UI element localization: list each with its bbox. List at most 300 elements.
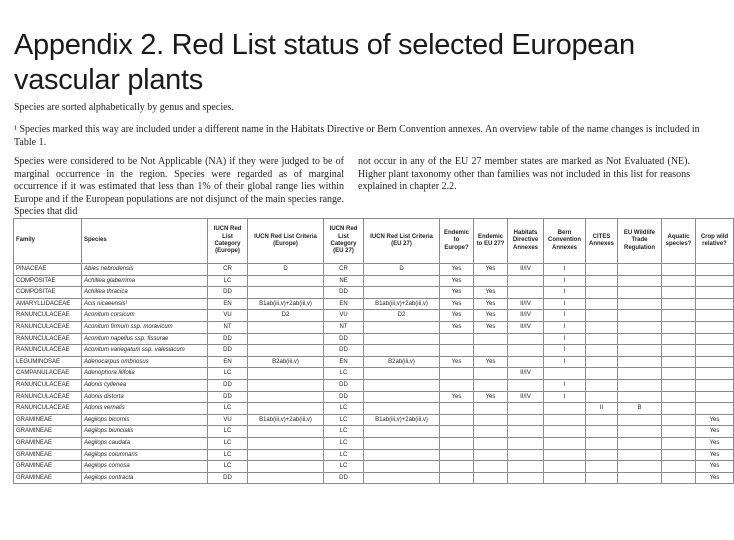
cell-species: Aconitum corsicum <box>82 310 208 322</box>
cell-iucn-category-europe: DD <box>208 391 248 403</box>
cell-habitats-directive <box>508 472 544 484</box>
column-header-cites: CITES Annexes <box>586 219 618 264</box>
cell-aquatic <box>662 391 696 403</box>
cell-iucn-category-europe: NT <box>208 321 248 333</box>
cell-cites <box>586 379 618 391</box>
table-row <box>14 264 734 276</box>
cell-iucn-criteria-eu27 <box>364 461 440 473</box>
cell-family: RANUNCULACEAE <box>14 345 82 357</box>
cell-endemic-europe: Yes <box>440 321 474 333</box>
cell-habitats-directive <box>508 403 544 415</box>
cell-iucn-criteria-eu27 <box>364 333 440 345</box>
cell-eu-wildlife-trade <box>618 356 662 368</box>
cell-habitats-directive <box>508 379 544 391</box>
cell-iucn-category-eu27: VU <box>324 310 364 322</box>
cell-endemic-eu27: Yes <box>474 310 508 322</box>
cell-endemic-eu27 <box>474 414 508 426</box>
cell-iucn-criteria-europe: D2 <box>248 310 324 322</box>
cell-eu-wildlife-trade <box>618 333 662 345</box>
cell-iucn-criteria-eu27: D <box>364 264 440 276</box>
cell-endemic-europe <box>440 333 474 345</box>
cell-habitats-directive <box>508 333 544 345</box>
cell-aquatic <box>662 356 696 368</box>
cell-iucn-category-europe: DD <box>208 333 248 345</box>
cell-eu-wildlife-trade <box>618 449 662 461</box>
cell-endemic-eu27: Yes <box>474 264 508 276</box>
footnote: ¹ Species marked this way are included under a different name in the Habitats Directive or Bern Convention annexes. An overview table of the name changes is included in Table 1. <box>14 124 700 148</box>
table-row <box>14 472 734 484</box>
cell-iucn-criteria-eu27 <box>364 345 440 357</box>
cell-eu-wildlife-trade <box>618 298 662 310</box>
table-row <box>14 403 734 415</box>
cell-iucn-category-eu27: LC <box>324 403 364 415</box>
column-header-crop-wild-relative: Crop wild relative? <box>696 219 734 264</box>
cell-eu-wildlife-trade <box>618 461 662 473</box>
cell-habitats-directive <box>508 356 544 368</box>
cell-species: Aegilops columnaris <box>82 449 208 461</box>
cell-iucn-criteria-europe: D <box>248 264 324 276</box>
cell-habitats-directive: II/IV <box>508 368 544 380</box>
cell-family: RANUNCULACEAE <box>14 310 82 322</box>
cell-iucn-criteria-europe <box>248 333 324 345</box>
cell-iucn-criteria-europe <box>248 437 324 449</box>
cell-iucn-criteria-eu27 <box>364 379 440 391</box>
table-row <box>14 368 734 380</box>
cell-species: Aegilops comosa <box>82 461 208 473</box>
cell-iucn-category-eu27: DD <box>324 391 364 403</box>
cell-endemic-europe: Yes <box>440 287 474 299</box>
cell-endemic-europe: Yes <box>440 275 474 287</box>
column-header-bern-convention: Bern Convention Annexes <box>544 219 586 264</box>
cell-aquatic <box>662 414 696 426</box>
cell-species: Achillea glaberrima <box>82 275 208 287</box>
table-row <box>14 356 734 368</box>
cell-iucn-criteria-europe: B1ab(iii,v)+2ab(iii,v) <box>248 298 324 310</box>
page-title-line-2: vascular plants <box>14 64 203 96</box>
cell-family: GRAMINEAE <box>14 461 82 473</box>
sorting-note: Species are sorted alphabetically by genus and species. <box>14 102 234 113</box>
cell-iucn-criteria-europe <box>248 426 324 438</box>
cell-cites <box>586 275 618 287</box>
cell-iucn-category-europe: VU <box>208 414 248 426</box>
cell-iucn-category-europe: CR <box>208 264 248 276</box>
cell-habitats-directive <box>508 437 544 449</box>
cell-crop-wild-relative <box>696 264 734 276</box>
table-row <box>14 310 734 322</box>
column-header-endemic-eu27: Endemic to EU 27? <box>474 219 508 264</box>
column-header-family: Family <box>14 219 82 264</box>
cell-endemic-europe: Yes <box>440 310 474 322</box>
cell-species: Adonis distorta <box>82 391 208 403</box>
cell-iucn-category-europe: LC <box>208 368 248 380</box>
table-row <box>14 345 734 357</box>
cell-iucn-category-europe: DD <box>208 345 248 357</box>
cell-iucn-criteria-eu27 <box>364 321 440 333</box>
cell-species: Aconitum napellus ssp. fissurae <box>82 333 208 345</box>
cell-endemic-eu27: Yes <box>474 391 508 403</box>
cell-crop-wild-relative <box>696 403 734 415</box>
cell-endemic-europe: Yes <box>440 356 474 368</box>
cell-eu-wildlife-trade <box>618 287 662 299</box>
cell-bern-convention: I <box>544 298 586 310</box>
cell-iucn-criteria-eu27: D2 <box>364 310 440 322</box>
cell-iucn-criteria-europe <box>248 345 324 357</box>
cell-species: Aconitum variegatum ssp. valesiacum <box>82 345 208 357</box>
cell-iucn-category-eu27: EN <box>324 298 364 310</box>
cell-species: Adonis cyllenea <box>82 379 208 391</box>
cell-aquatic <box>662 321 696 333</box>
cell-iucn-criteria-eu27 <box>364 426 440 438</box>
cell-iucn-criteria-eu27 <box>364 275 440 287</box>
cell-eu-wildlife-trade <box>618 437 662 449</box>
cell-aquatic <box>662 333 696 345</box>
cell-iucn-criteria-europe <box>248 472 324 484</box>
cell-endemic-eu27: Yes <box>474 321 508 333</box>
column-header-iucn-criteria-europe: IUCN Red List Criteria (Europe) <box>248 219 324 264</box>
cell-cites <box>586 368 618 380</box>
cell-aquatic <box>662 379 696 391</box>
cell-endemic-eu27 <box>474 403 508 415</box>
cell-iucn-criteria-eu27 <box>364 449 440 461</box>
cell-endemic-eu27: Yes <box>474 298 508 310</box>
table-row <box>14 275 734 287</box>
cell-endemic-europe <box>440 461 474 473</box>
cell-endemic-europe: Yes <box>440 298 474 310</box>
cell-cites <box>586 345 618 357</box>
cell-cites <box>586 321 618 333</box>
table-row <box>14 298 734 310</box>
table-body <box>14 264 734 484</box>
cell-family: RANUNCULACEAE <box>14 333 82 345</box>
cell-iucn-criteria-eu27: B2ab(iii,v) <box>364 356 440 368</box>
cell-endemic-europe <box>440 472 474 484</box>
column-header-iucn-category-eu27: IUCN Red List Category (EU 27) <box>324 219 364 264</box>
cell-iucn-category-eu27: DD <box>324 333 364 345</box>
cell-endemic-europe <box>440 437 474 449</box>
cell-iucn-criteria-eu27 <box>364 287 440 299</box>
cell-bern-convention <box>544 426 586 438</box>
cell-iucn-criteria-europe: B2ab(iii,v) <box>248 356 324 368</box>
cell-habitats-directive <box>508 414 544 426</box>
cell-cites <box>586 414 618 426</box>
cell-habitats-directive <box>508 345 544 357</box>
cell-iucn-criteria-eu27 <box>364 391 440 403</box>
cell-crop-wild-relative <box>696 333 734 345</box>
cell-crop-wild-relative: Yes <box>696 414 734 426</box>
cell-cites <box>586 437 618 449</box>
cell-eu-wildlife-trade <box>618 310 662 322</box>
cell-crop-wild-relative: Yes <box>696 437 734 449</box>
cell-cites <box>586 264 618 276</box>
cell-bern-convention <box>544 368 586 380</box>
cell-endemic-eu27: Yes <box>474 287 508 299</box>
cell-endemic-eu27 <box>474 472 508 484</box>
cell-cites <box>586 287 618 299</box>
cell-species: Abies nebrodensis <box>82 264 208 276</box>
table-header-row <box>14 219 734 264</box>
cell-crop-wild-relative <box>696 345 734 357</box>
cell-endemic-europe <box>440 379 474 391</box>
cell-iucn-criteria-europe: B1ab(iii,v)+2ab(iii,v) <box>248 414 324 426</box>
cell-habitats-directive <box>508 426 544 438</box>
cell-endemic-eu27 <box>474 379 508 391</box>
cell-crop-wild-relative <box>696 379 734 391</box>
table-row <box>14 333 734 345</box>
cell-family: GRAMINEAE <box>14 449 82 461</box>
cell-family: RANUNCULACEAE <box>14 391 82 403</box>
cell-iucn-category-eu27: LC <box>324 437 364 449</box>
cell-aquatic <box>662 287 696 299</box>
column-header-endemic-europe: Endemic to Europe? <box>440 219 474 264</box>
cell-iucn-criteria-europe <box>248 379 324 391</box>
cell-aquatic <box>662 275 696 287</box>
cell-species: Aconitum firmum ssp. moravicum <box>82 321 208 333</box>
intro-paragraph-left: Species were considered to be Not Applicable (NA) if they were judged to be of marginal occurrence in the region. Species were regarded as of marginal occurrence if it was estimated that less than 1% of their global range lies within Europe and if the European populations are not disjunct of the main species range. Species that did <box>14 156 344 217</box>
cell-cites <box>586 461 618 473</box>
cell-habitats-directive <box>508 275 544 287</box>
cell-iucn-category-eu27: LC <box>324 461 364 473</box>
cell-endemic-eu27 <box>474 275 508 287</box>
cell-endemic-eu27 <box>474 345 508 357</box>
cell-crop-wild-relative <box>696 356 734 368</box>
cell-bern-convention: I <box>544 391 586 403</box>
cell-iucn-criteria-europe <box>248 449 324 461</box>
cell-family: COMPOSITAE <box>14 287 82 299</box>
cell-endemic-eu27 <box>474 333 508 345</box>
cell-iucn-category-eu27: DD <box>324 345 364 357</box>
cell-cites <box>586 449 618 461</box>
cell-aquatic <box>662 403 696 415</box>
cell-iucn-category-europe: DD <box>208 472 248 484</box>
cell-species: Aegilops bicornis <box>82 414 208 426</box>
cell-iucn-criteria-europe <box>248 368 324 380</box>
cell-habitats-directive: II/IV <box>508 310 544 322</box>
cell-eu-wildlife-trade <box>618 368 662 380</box>
cell-crop-wild-relative <box>696 287 734 299</box>
cell-iucn-category-europe: DD <box>208 379 248 391</box>
cell-bern-convention <box>544 414 586 426</box>
cell-iucn-criteria-europe <box>248 391 324 403</box>
cell-iucn-criteria-eu27 <box>364 368 440 380</box>
cell-iucn-category-europe: LC <box>208 426 248 438</box>
table-row <box>14 449 734 461</box>
cell-iucn-criteria-eu27: B1ab(iii,v)+2ab(iii,v) <box>364 414 440 426</box>
cell-iucn-criteria-eu27 <box>364 437 440 449</box>
cell-endemic-europe: Yes <box>440 391 474 403</box>
cell-cites <box>586 333 618 345</box>
cell-habitats-directive: II/IV <box>508 321 544 333</box>
table-row <box>14 321 734 333</box>
cell-aquatic <box>662 449 696 461</box>
cell-eu-wildlife-trade <box>618 472 662 484</box>
cell-family: GRAMINEAE <box>14 472 82 484</box>
cell-iucn-category-eu27: LC <box>324 426 364 438</box>
cell-endemic-eu27 <box>474 449 508 461</box>
cell-eu-wildlife-trade <box>618 321 662 333</box>
cell-bern-convention <box>544 472 586 484</box>
cell-bern-convention <box>544 461 586 473</box>
cell-endemic-europe <box>440 368 474 380</box>
cell-iucn-criteria-europe <box>248 287 324 299</box>
cell-iucn-category-europe: EN <box>208 298 248 310</box>
page-title <box>14 28 714 98</box>
cell-iucn-category-europe: EN <box>208 356 248 368</box>
cell-eu-wildlife-trade <box>618 345 662 357</box>
cell-eu-wildlife-trade: B <box>618 403 662 415</box>
cell-cites <box>586 356 618 368</box>
cell-aquatic <box>662 437 696 449</box>
cell-bern-convention: I <box>544 379 586 391</box>
cell-iucn-criteria-europe <box>248 275 324 287</box>
cell-species: Adenocarpus ombriosus <box>82 356 208 368</box>
cell-cites: II <box>586 403 618 415</box>
cell-species: Aegilops biuncialis <box>82 426 208 438</box>
cell-species: Aegilops caudata <box>82 437 208 449</box>
cell-iucn-category-eu27: LC <box>324 449 364 461</box>
cell-crop-wild-relative: Yes <box>696 461 734 473</box>
cell-habitats-directive <box>508 461 544 473</box>
cell-bern-convention: I <box>544 345 586 357</box>
cell-iucn-criteria-europe <box>248 403 324 415</box>
cell-habitats-directive: II/IV <box>508 391 544 403</box>
cell-habitats-directive: II/IV <box>508 298 544 310</box>
cell-endemic-eu27 <box>474 426 508 438</box>
cell-family: GRAMINEAE <box>14 426 82 438</box>
table-row <box>14 391 734 403</box>
cell-crop-wild-relative <box>696 368 734 380</box>
cell-bern-convention: I <box>544 310 586 322</box>
cell-crop-wild-relative <box>696 321 734 333</box>
cell-endemic-europe <box>440 426 474 438</box>
cell-endemic-europe <box>440 345 474 357</box>
cell-cites <box>586 310 618 322</box>
cell-bern-convention: I <box>544 321 586 333</box>
cell-iucn-category-eu27: DD <box>324 287 364 299</box>
cell-cites <box>586 298 618 310</box>
cell-family: RANUNCULACEAE <box>14 403 82 415</box>
cell-eu-wildlife-trade <box>618 426 662 438</box>
cell-eu-wildlife-trade <box>618 414 662 426</box>
column-header-eu-wildlife-trade: EU Wildlife Trade Regulation <box>618 219 662 264</box>
cell-endemic-eu27 <box>474 368 508 380</box>
cell-cites <box>586 391 618 403</box>
cell-bern-convention: I <box>544 264 586 276</box>
cell-family: GRAMINEAE <box>14 437 82 449</box>
cell-endemic-europe: Yes <box>440 264 474 276</box>
cell-eu-wildlife-trade <box>618 379 662 391</box>
cell-family: AMARYLLIDACEAE <box>14 298 82 310</box>
cell-cites <box>586 472 618 484</box>
cell-iucn-category-europe: LC <box>208 403 248 415</box>
cell-iucn-category-europe: LC <box>208 449 248 461</box>
cell-family: GRAMINEAE <box>14 414 82 426</box>
cell-family: CAMPANULACEAE <box>14 368 82 380</box>
cell-endemic-eu27: Yes <box>474 356 508 368</box>
table-row <box>14 461 734 473</box>
cell-aquatic <box>662 461 696 473</box>
cell-family: RANUNCULACEAE <box>14 379 82 391</box>
cell-iucn-category-eu27: NT <box>324 321 364 333</box>
cell-aquatic <box>662 310 696 322</box>
cell-bern-convention <box>544 437 586 449</box>
cell-iucn-criteria-europe <box>248 461 324 473</box>
column-header-iucn-criteria-eu27: IUCN Red List Criteria (EU 27) <box>364 219 440 264</box>
cell-endemic-europe <box>440 414 474 426</box>
cell-species: Acis nicaeensis¹ <box>82 298 208 310</box>
cell-cites <box>586 426 618 438</box>
column-header-habitats-directive: Habitats Directive Annexes <box>508 219 544 264</box>
cell-eu-wildlife-trade <box>618 275 662 287</box>
table-row <box>14 437 734 449</box>
cell-habitats-directive <box>508 287 544 299</box>
cell-aquatic <box>662 472 696 484</box>
red-list-table <box>13 218 734 484</box>
table-row <box>14 414 734 426</box>
cell-iucn-category-europe: LC <box>208 437 248 449</box>
cell-endemic-europe <box>440 403 474 415</box>
cell-crop-wild-relative: Yes <box>696 472 734 484</box>
cell-aquatic <box>662 368 696 380</box>
cell-iucn-category-eu27: LC <box>324 368 364 380</box>
cell-iucn-criteria-eu27 <box>364 472 440 484</box>
cell-habitats-directive: II/IV <box>508 264 544 276</box>
cell-family: PINACEAE <box>14 264 82 276</box>
cell-endemic-eu27 <box>474 461 508 473</box>
cell-crop-wild-relative <box>696 391 734 403</box>
cell-iucn-category-eu27: CR <box>324 264 364 276</box>
cell-habitats-directive <box>508 449 544 461</box>
cell-family: COMPOSITAE <box>14 275 82 287</box>
cell-crop-wild-relative <box>696 298 734 310</box>
cell-iucn-criteria-eu27: B1ab(iii,v)+2ab(iii,v) <box>364 298 440 310</box>
cell-species: Achillea thracica <box>82 287 208 299</box>
cell-bern-convention: I <box>544 333 586 345</box>
cell-iucn-category-europe: DD <box>208 287 248 299</box>
cell-iucn-category-europe: LC <box>208 275 248 287</box>
cell-iucn-category-eu27: EN <box>324 356 364 368</box>
cell-family: RANUNCULACEAE <box>14 321 82 333</box>
cell-family: LEGUMINOSAE <box>14 356 82 368</box>
cell-crop-wild-relative: Yes <box>696 449 734 461</box>
cell-crop-wild-relative: Yes <box>696 426 734 438</box>
table-row <box>14 287 734 299</box>
cell-bern-convention: I <box>544 356 586 368</box>
intro-paragraph-right: not occur in any of the EU 27 member states are marked as Not Evaluated (NE). Higher plant taxonomy other than families was not included in this list for reasons explained in chapter 2.2. <box>358 156 690 192</box>
cell-aquatic <box>662 264 696 276</box>
cell-eu-wildlife-trade <box>618 264 662 276</box>
cell-species: Aegilops contracta <box>82 472 208 484</box>
cell-iucn-criteria-eu27 <box>364 403 440 415</box>
cell-eu-wildlife-trade <box>618 391 662 403</box>
cell-crop-wild-relative <box>696 275 734 287</box>
cell-aquatic <box>662 426 696 438</box>
cell-crop-wild-relative <box>696 310 734 322</box>
cell-iucn-category-eu27: DD <box>324 472 364 484</box>
page-title-line-1: Appendix 2. Red List status of selected European <box>14 29 635 61</box>
cell-iucn-category-europe: VU <box>208 310 248 322</box>
column-header-species: Species <box>82 219 208 264</box>
table-row <box>14 426 734 438</box>
cell-aquatic <box>662 298 696 310</box>
cell-bern-convention: I <box>544 275 586 287</box>
red-list-table-container <box>13 218 729 484</box>
cell-endemic-europe <box>440 449 474 461</box>
column-header-aquatic: Aquatic species? <box>662 219 696 264</box>
cell-species: Adenophora lilifolia <box>82 368 208 380</box>
cell-endemic-eu27 <box>474 437 508 449</box>
cell-iucn-category-europe: LC <box>208 461 248 473</box>
cell-iucn-category-eu27: LC <box>324 414 364 426</box>
